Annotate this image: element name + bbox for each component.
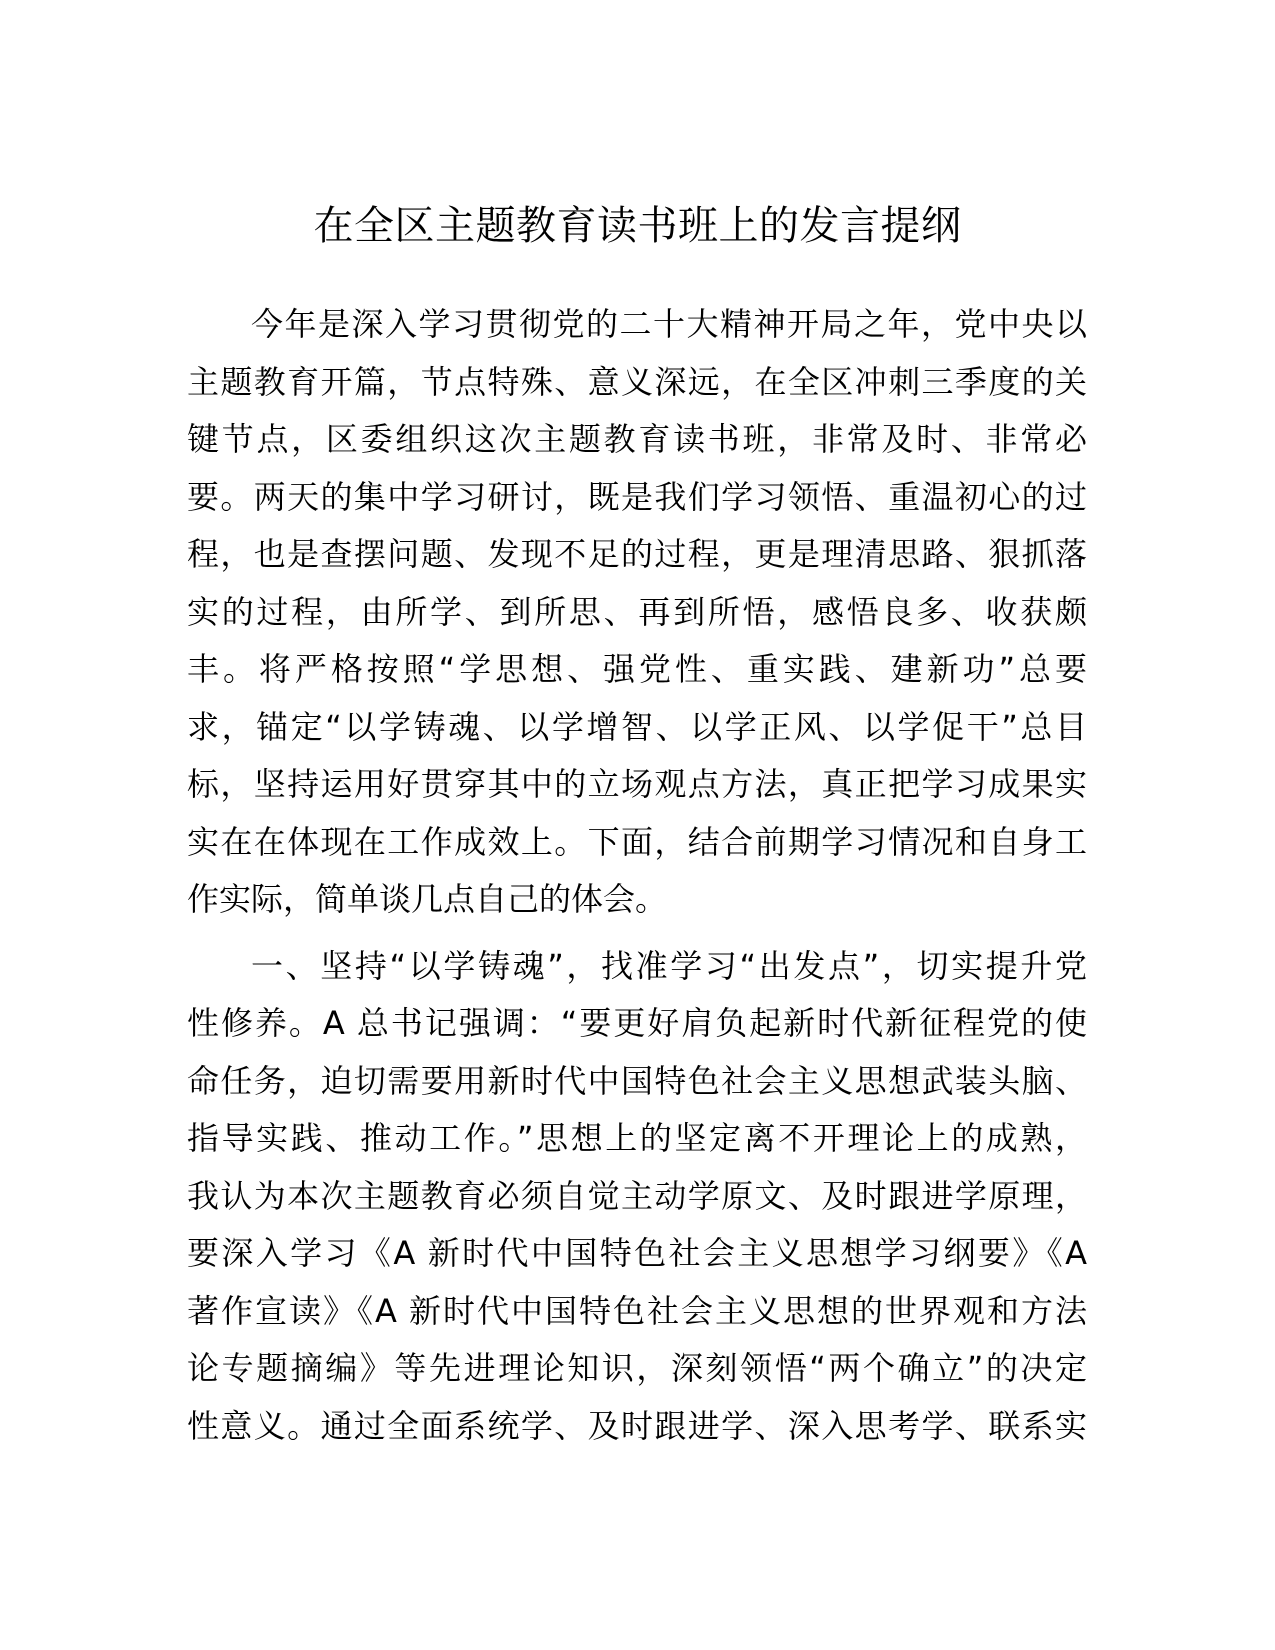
text-line: 标，坚持运用好贯穿其中的立场观点方法，真正把学习成果实 [187, 765, 1087, 803]
text-line: 主题教育开篇，节点特殊、意义深远，在全区冲刺三季度的关 [187, 362, 1087, 401]
text-line: 我认为本次主题教育必须自觉主动学原文、及时跟进学原理， [187, 1176, 1087, 1215]
text-line: 程，也是查摆问题、发现不足的过程，更是理清思路、狠抓落 [187, 535, 1087, 573]
document-body [187, 296, 1087, 1455]
text-line: 作实际，简单谈几点自己的体会。 [187, 880, 668, 918]
text-line: 性修养。A 总书记强调：“要更好肩负起新时代新征程党的使 [187, 1004, 1087, 1042]
text-line: 实的过程，由所学、到所思、再到所悟，感悟良多、收获颇 [187, 592, 1087, 631]
paragraph-section-one [187, 938, 1087, 1456]
text-line: 实在在体现在工作成效上。下面，结合前期学习情况和自身工 [187, 822, 1087, 861]
text-line: 性意义。通过全面系统学、及时跟进学、深入思考学、联系实 [187, 1406, 1087, 1445]
text-line: 今年是深入学习贯彻党的二十大精神开局之年，党中央以 [251, 305, 1087, 343]
text-line: 要。两天的集中学习研讨，既是我们学习领悟、重温初心的过 [187, 477, 1087, 516]
text-line: 丰。将严格按照“学思想、强党性、重实践、建新功”总要 [187, 650, 1087, 688]
text-line: 著作宣读》《A 新时代中国特色社会主义思想的世界观和方法 [187, 1291, 1087, 1330]
text-line: 论专题摘编》等先进理论知识，深刻领悟“两个确立”的决定 [187, 1349, 1087, 1387]
document-title: 在全区主题教育读书班上的发言提纲 [313, 203, 962, 249]
text-line: 求，锚定“以学铸魂、以学增智、以学正风、以学促干”总目 [187, 707, 1087, 746]
text-line: 指导实践、推动工作。”思想上的坚定离不开理论上的成熟， [187, 1119, 1087, 1157]
text-line: 键节点，区委组织这次主题教育读书班，非常及时、非常必 [187, 420, 1087, 458]
section-heading-line: 一、坚持“以学铸魂”，找准学习“出发点”，切实提升党 [251, 946, 1087, 985]
paragraph-intro [187, 296, 1087, 929]
text-line: 要深入学习《A 新时代中国特色社会主义思想学习纲要》《A [187, 1234, 1087, 1272]
text-line: 命任务，迫切需要用新时代中国特色社会主义思想武装头脑、 [187, 1061, 1087, 1100]
